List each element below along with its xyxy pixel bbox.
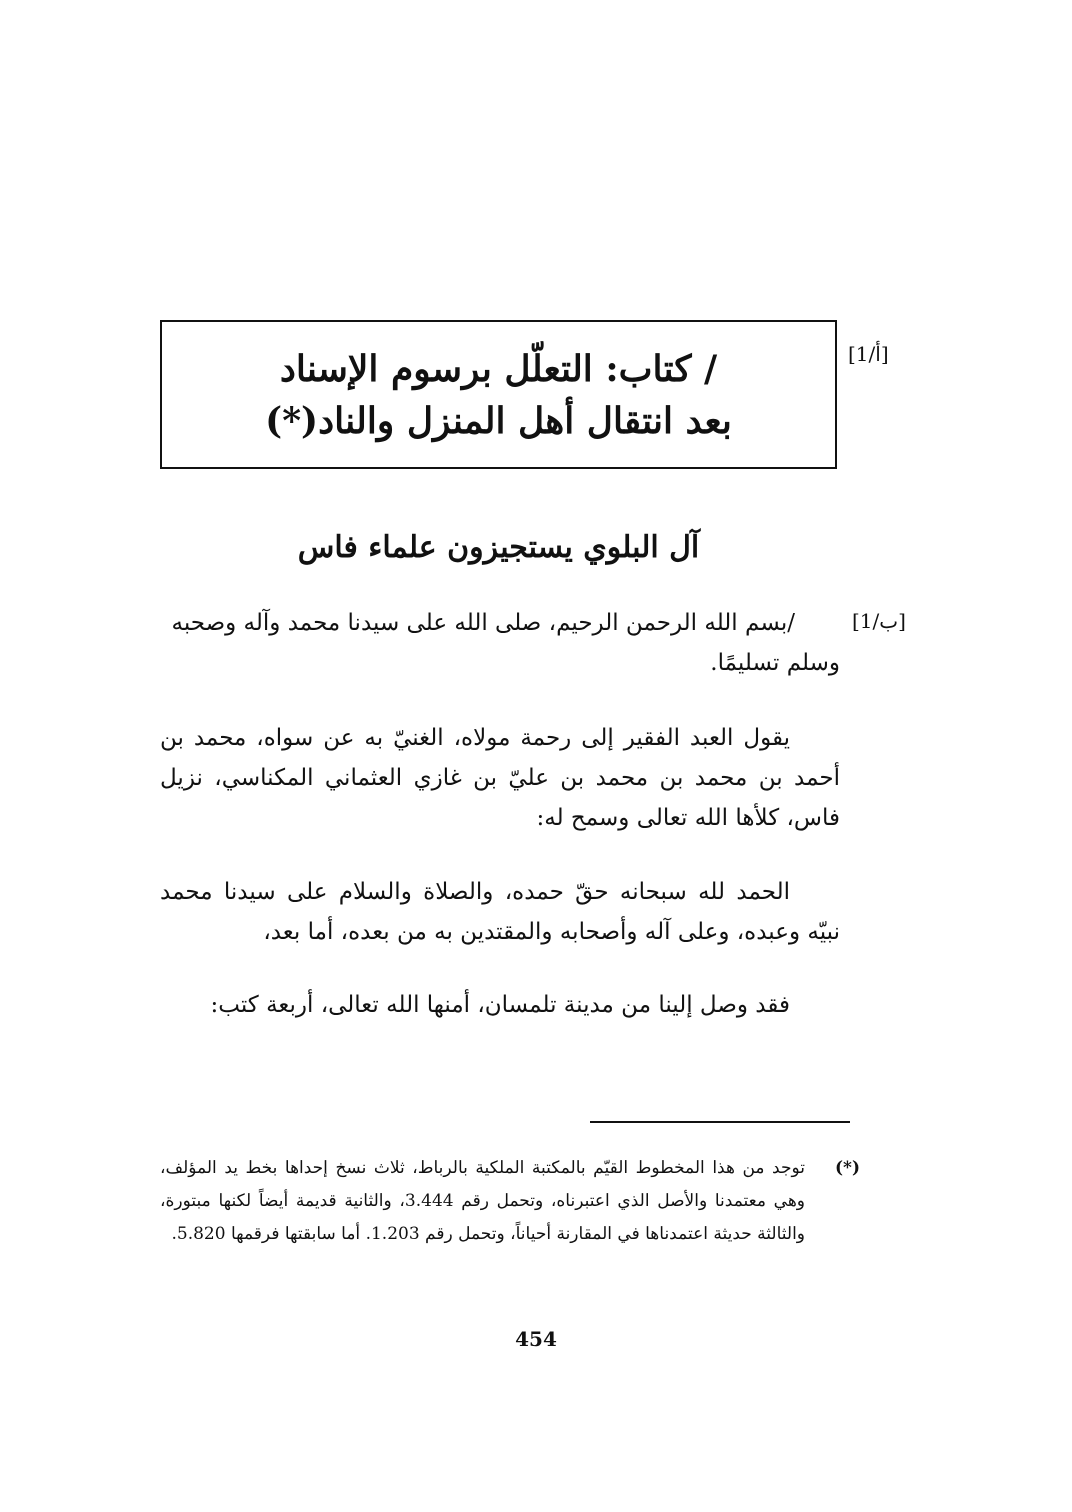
footnote xyxy=(160,1152,860,1251)
paragraph-basmala-line-2: وسلم تسليمًا. xyxy=(710,650,840,676)
chapter-title-line-2: بعد انتقال أهل المنزل والناد(*) xyxy=(265,399,732,442)
paragraph-author-intro: يقول العبد الفقير إلى رحمة مولاه، الغنيّ به عن سواه، محمد بن أحمد بن محمد بن محمد بن عليّ بن غازي العثماني المكناسي، نزيل فاس، كلأها الله تعالى وسمح له: xyxy=(160,725,840,831)
folio-marker-a: [1/أ] xyxy=(848,342,889,366)
folio-marker-b: [1/ب] xyxy=(852,609,906,633)
chapter-title-line-1: / كتاب: التعلّل برسوم الإسناد xyxy=(279,347,718,390)
section-subtitle: آل البلوي يستجيزون علماء فاس xyxy=(297,530,700,565)
footnote-text: توجد من هذا المخطوط القيّم بالمكتبة الملكية بالرباط، ثلاث نسخ إحداها بخط يد المؤلف، وهي معتمدنا والأصل الذي اعتبرناه، وتحمل رقم 3.444، والثانية قديمة أيضاً لكنها مبتورة، والثالثة حديثة اعتمدناها في المقارنة أحياناً، وتحمل رقم 1.203. أما سابقتها فرقمها 5.820. xyxy=(160,1158,806,1244)
chapter-title-box xyxy=(160,320,837,469)
paragraph-basmala xyxy=(160,603,840,683)
paragraph-books-received: فقد وصل إلينا من مدينة تلمسان، أمنها الله تعالى، أربعة كتب: xyxy=(210,992,790,1018)
footnote-marker: (*) xyxy=(835,1158,860,1178)
paragraph-basmala-line-1: /بسم الله الرحمن الرحيم، صلى الله على سيدنا محمد وآله وصحبه xyxy=(171,610,795,636)
page-number: 454 xyxy=(515,1327,557,1351)
paragraph-praise: الحمد لله سبحانه حقّ حمده، والصلاة والسلام على سيدنا محمد نبيّه وعبده، وعلى آله وأصحابه والمقتدين به من بعده، أما بعد، xyxy=(160,879,840,945)
footnote-separator xyxy=(590,1121,850,1123)
